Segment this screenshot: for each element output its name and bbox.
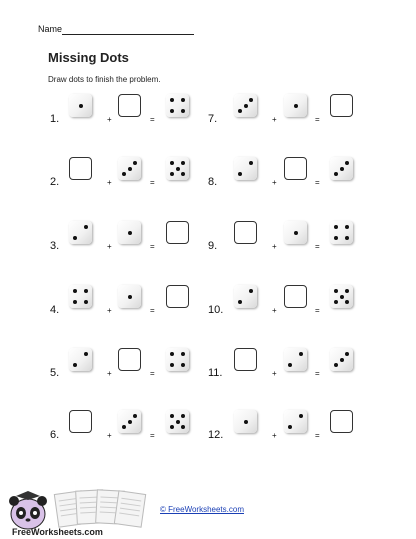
problem-6-equals-sign: = (150, 431, 155, 440)
problem-12-plus-sign: + (272, 431, 277, 440)
die-pip (84, 352, 88, 356)
problem-7-addend2-die (284, 94, 307, 117)
problem-3-addend1-die (69, 221, 92, 244)
problem-7-addend1-die (234, 94, 257, 117)
problem-10-plus-sign: + (272, 306, 277, 315)
die-pip (170, 363, 174, 367)
problem-1-number: 1. (50, 113, 60, 125)
die-pip (73, 300, 77, 304)
problem-5-addend2-blank-box[interactable] (118, 348, 141, 371)
die-pip (84, 225, 88, 229)
problem-5-plus-sign: + (107, 369, 112, 378)
problem-4-addend1-die (69, 285, 92, 308)
footer-copyright-link[interactable]: © FreeWorksheets.com (160, 505, 244, 514)
die-pip (345, 352, 349, 356)
problem-10-addend2-blank-box[interactable] (284, 285, 307, 308)
name-label: Name (38, 24, 63, 34)
die-pip (181, 363, 185, 367)
die-pip (176, 420, 180, 424)
panda-mascot-icon (4, 490, 52, 532)
die-pip (84, 300, 88, 304)
problem-8-plus-sign: + (272, 178, 277, 187)
die-pip (238, 109, 242, 113)
problem-6-number: 6. (50, 429, 60, 441)
die-pip (345, 236, 349, 240)
problem-2-addend1-blank-box[interactable] (69, 157, 92, 180)
die-pip (299, 414, 303, 418)
problem-9-addend1-blank-box[interactable] (234, 221, 257, 244)
problem-10-sum-die (330, 285, 353, 308)
die-pip (340, 167, 344, 171)
problem-1-addend1-die (69, 94, 92, 117)
die-pip (170, 425, 174, 429)
die-pip (334, 289, 338, 293)
problem-11-sum-die (330, 348, 353, 371)
die-pip (181, 109, 185, 113)
problem-9-equals-sign: = (315, 242, 320, 251)
die-pip (238, 300, 242, 304)
problem-9-number: 9. (208, 240, 218, 252)
problem-11-addend1-blank-box[interactable] (234, 348, 257, 371)
die-pip (181, 161, 185, 165)
problem-12-sum-blank-box[interactable] (330, 410, 353, 433)
die-pip (84, 289, 88, 293)
die-pip (294, 231, 298, 235)
die-pip (133, 414, 137, 418)
problem-4-number: 4. (50, 304, 60, 316)
problem-4-plus-sign: + (107, 306, 112, 315)
die-pip (73, 236, 77, 240)
problem-1-addend2-blank-box[interactable] (118, 94, 141, 117)
die-pip (345, 161, 349, 165)
worksheet-thumbnail (114, 490, 146, 528)
problem-2-addend2-die (118, 157, 141, 180)
problem-3-plus-sign: + (107, 242, 112, 251)
problem-3-number: 3. (50, 240, 60, 252)
problem-7-sum-blank-box[interactable] (330, 94, 353, 117)
die-pip (249, 289, 253, 293)
problem-7-number: 7. (208, 113, 218, 125)
problem-4-equals-sign: = (150, 306, 155, 315)
problem-6-plus-sign: + (107, 431, 112, 440)
die-pip (249, 161, 253, 165)
problem-10-addend1-die (234, 285, 257, 308)
die-pip (340, 358, 344, 362)
worksheet-title: Missing Dots (48, 50, 129, 65)
die-pip (133, 161, 137, 165)
problem-3-sum-blank-box[interactable] (166, 221, 189, 244)
die-pip (170, 161, 174, 165)
die-pip (334, 225, 338, 229)
problem-11-addend2-die (284, 348, 307, 371)
die-pip (345, 289, 349, 293)
die-pip (128, 167, 132, 171)
problem-5-equals-sign: = (150, 369, 155, 378)
problem-12-number: 12. (208, 429, 224, 441)
die-pip (299, 352, 303, 356)
die-pip (181, 172, 185, 176)
problem-5-number: 5. (50, 367, 60, 379)
die-pip (288, 363, 292, 367)
die-pip (345, 300, 349, 304)
die-pip (238, 172, 242, 176)
problem-9-sum-die (330, 221, 353, 244)
problem-3-equals-sign: = (150, 242, 155, 251)
problem-9-addend2-die (284, 221, 307, 244)
problem-12-addend1-die (234, 410, 257, 433)
problem-4-sum-blank-box[interactable] (166, 285, 189, 308)
name-field-line[interactable] (62, 34, 194, 35)
die-pip (170, 414, 174, 418)
die-pip (181, 98, 185, 102)
die-pip (249, 98, 253, 102)
problem-12-addend2-die (284, 410, 307, 433)
problem-1-plus-sign: + (107, 115, 112, 124)
die-pip (176, 167, 180, 171)
problem-1-sum-die (166, 94, 189, 117)
die-pip (340, 295, 344, 299)
die-pip (181, 425, 185, 429)
die-pip (288, 425, 292, 429)
problem-12-equals-sign: = (315, 431, 320, 440)
problem-6-sum-die (166, 410, 189, 433)
die-pip (170, 352, 174, 356)
die-pip (334, 172, 338, 176)
die-pip (294, 104, 298, 108)
die-pip (170, 98, 174, 102)
problem-6-addend1-blank-box[interactable] (69, 410, 92, 433)
problem-11-equals-sign: = (315, 369, 320, 378)
problem-5-addend1-die (69, 348, 92, 371)
die-pip (244, 104, 248, 108)
problem-1-equals-sign: = (150, 115, 155, 124)
problem-11-plus-sign: + (272, 369, 277, 378)
die-pip (128, 420, 132, 424)
instructions: Draw dots to finish the problem. (48, 75, 161, 84)
die-pip (122, 172, 126, 176)
problem-8-addend2-blank-box[interactable] (284, 157, 307, 180)
die-pip (122, 425, 126, 429)
problem-8-addend1-die (234, 157, 257, 180)
problem-10-equals-sign: = (315, 306, 320, 315)
die-pip (128, 295, 132, 299)
die-pip (181, 352, 185, 356)
die-pip (170, 109, 174, 113)
die-pip (244, 420, 248, 424)
die-pip (334, 363, 338, 367)
problem-9-plus-sign: + (272, 242, 277, 251)
problem-4-addend2-die (118, 285, 141, 308)
die-pip (181, 414, 185, 418)
problem-7-plus-sign: + (272, 115, 277, 124)
problem-10-number: 10. (208, 304, 224, 316)
die-pip (73, 363, 77, 367)
problem-2-number: 2. (50, 176, 60, 188)
problem-11-number: 11. (208, 367, 223, 379)
die-pip (345, 225, 349, 229)
die-pip (128, 231, 132, 235)
problem-6-addend2-die (118, 410, 141, 433)
problem-3-addend2-die (118, 221, 141, 244)
problem-5-sum-die (166, 348, 189, 371)
die-pip (79, 104, 83, 108)
problem-2-equals-sign: = (150, 178, 155, 187)
logo-text: FreeWorksheets.com (12, 527, 103, 537)
problem-2-sum-die (166, 157, 189, 180)
problem-8-equals-sign: = (315, 178, 320, 187)
problem-8-number: 8. (208, 176, 218, 188)
die-pip (73, 289, 77, 293)
die-pip (334, 236, 338, 240)
problem-2-plus-sign: + (107, 178, 112, 187)
die-pip (334, 300, 338, 304)
problem-7-equals-sign: = (315, 115, 320, 124)
problem-8-sum-die (330, 157, 353, 180)
die-pip (170, 172, 174, 176)
